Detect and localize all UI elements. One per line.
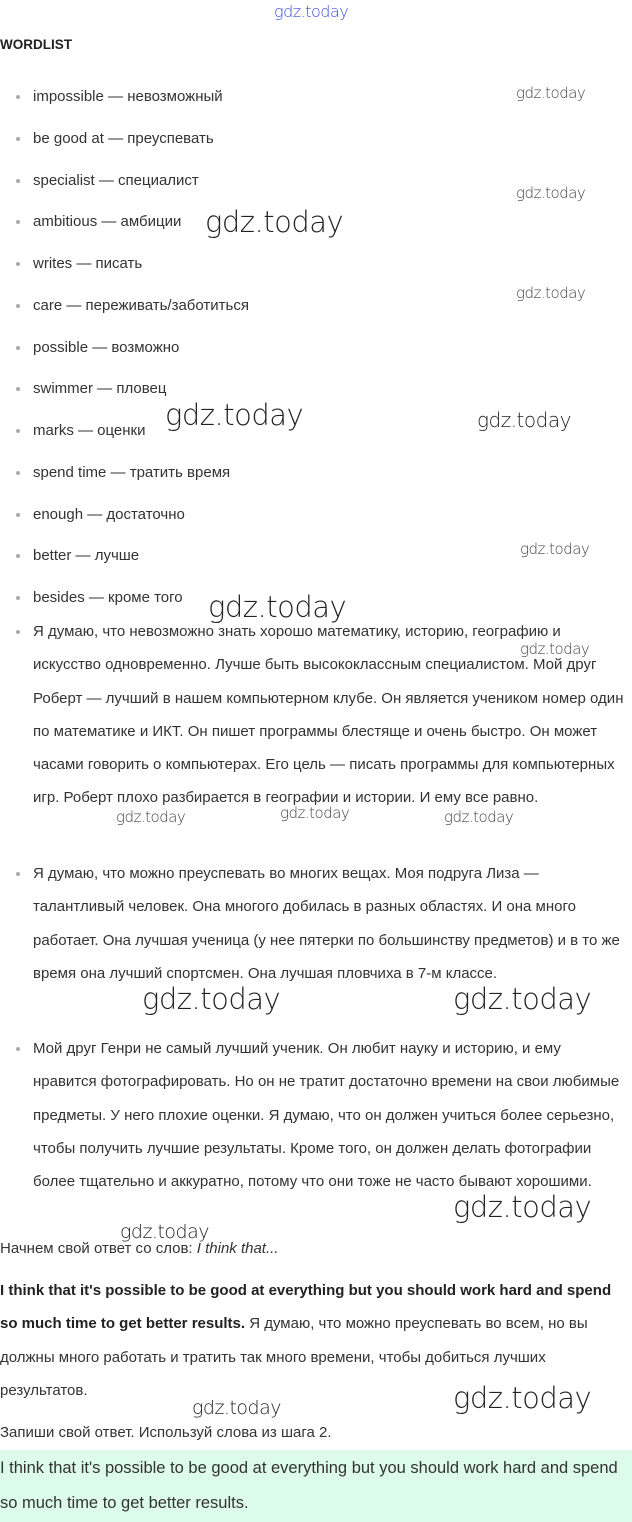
list-item: [0, 535, 249, 577]
bullet-icon: [16, 137, 20, 141]
write-prompt: Запиши свой ответ. Используй слова из шага 2.: [0, 1424, 332, 1441]
watermark: gdz.today: [116, 808, 186, 826]
list-item: [0, 160, 249, 202]
bullet-icon: [16, 513, 20, 517]
watermark: gdz.today: [453, 982, 592, 1016]
watermark: gdz.today: [453, 1190, 592, 1224]
word-entry: ambitious — амбиции: [33, 213, 182, 231]
bullet-icon: [16, 387, 20, 391]
bullet-icon: [16, 95, 20, 99]
watermark: gdz.today: [520, 640, 590, 658]
example-english: I think that it's possible to be good at everything but you should work hard and spend so much time to get better results.: [0, 1282, 612, 1333]
wordlist: [0, 76, 249, 619]
paragraph-text: Я думаю, что невозможно знать хорошо математику, историю, географию и искусство одновременно. Лучше быть высококлассным специалистом. Мой друг Роберт — лучший в нашем компьютерном клубе. Он является учеником номер один по математике и ИКТ. Он пишет программы блестяще и очень быстро. Он может часами говорить о компьютерах. Его цель — писать программы для компьютерных игр. Роберт плохо разбирается в географии и истории. И ему все равно.: [33, 623, 624, 807]
bullet-icon: [16, 554, 20, 558]
answer-box: [0, 1450, 632, 1522]
list-item: [0, 118, 249, 160]
watermark: gdz.today: [205, 205, 344, 239]
watermark: gdz.today: [280, 804, 350, 822]
bullet-icon: [16, 429, 20, 433]
watermark: gdz.today: [516, 284, 586, 302]
bullet-icon: [16, 1047, 20, 1051]
word-entry: enough — достаточно: [33, 505, 185, 523]
word-entry: impossible — невозможный: [33, 88, 223, 105]
word-entry: care — переживать/заботиться: [33, 296, 249, 314]
bullet-icon: [16, 872, 20, 876]
watermark: gdz.today: [453, 1381, 592, 1415]
list-item: [0, 327, 249, 369]
watermark: gdz.today: [208, 590, 347, 624]
paragraph-text: Я думаю, что можно преуспевать во многих вещах. Моя подруга Лиза — талантливый человек. Она многого добилась в разных областях. И она много работает. Она лучшая ученица (у нее пятерки по большинству предметов) и в то же время она лучший спортсмен. Она лучшая пловчиха в 7-м классе.: [33, 865, 620, 982]
word-entry: possible — возможно: [33, 338, 180, 356]
paragraph-item: [0, 1032, 632, 1198]
watermark: gdz.today: [142, 982, 281, 1016]
word-entry: better — лучше: [33, 547, 140, 565]
bullet-icon: [16, 630, 20, 634]
list-item: [0, 243, 249, 285]
watermark: gdz.today: [192, 1397, 281, 1419]
word-entry: specialist — специалист: [33, 171, 199, 189]
answer-text: I think that it's possible to be good at everything but you should work hard and spend so much time to get better results.: [0, 1459, 618, 1512]
paragraph-text: Мой друг Генри не самый лучший ученик. Он любит науку и историю, и ему нравится фотографировать. Но он не тратит достаточно времени на свои любимые предметы. У него плохие оценки. Я думаю, что он должен учиться более серьезно, чтобы получить лучшие результаты. Кроме того, он должен делать фотографии более тщательно и аккуратно, потому что они тоже не часто бывают хорошими.: [33, 1040, 620, 1191]
watermark: gdz.today: [516, 184, 586, 202]
word-entry: swimmer — пловец: [33, 380, 167, 398]
paragraph-list: [0, 857, 632, 990]
bullet-icon: [16, 179, 20, 183]
start-prompt-text: Начнем свой ответ со слов:: [0, 1240, 197, 1257]
list-item: [0, 494, 249, 536]
watermark: gdz.today: [165, 398, 304, 432]
word-entry: spend time — тратить время: [33, 463, 231, 481]
list-item: [0, 452, 249, 494]
watermark: gdz.today: [274, 2, 349, 21]
watermark: gdz.today: [520, 540, 590, 558]
watermark: gdz.today: [477, 408, 571, 432]
watermark: gdz.today: [516, 84, 586, 102]
bullet-icon: [16, 304, 20, 308]
list-item: [0, 285, 249, 327]
bullet-icon: [16, 262, 20, 266]
start-prompt-italic: I think that...: [196, 1240, 279, 1257]
list-item: [0, 76, 249, 118]
word-entry: writes — писать: [33, 255, 143, 272]
bullet-icon: [16, 346, 20, 350]
paragraph-list: [0, 1032, 632, 1198]
wordlist-heading: WORDLIST: [0, 37, 72, 52]
watermark: gdz.today: [444, 808, 514, 826]
bullet-icon: [16, 596, 20, 600]
bullet-icon: [16, 220, 20, 224]
word-entry: besides — кроме того: [33, 589, 183, 606]
bullet-icon: [16, 471, 20, 475]
paragraph-item: [0, 857, 632, 990]
start-prompt: [0, 1232, 620, 1265]
word-entry: be good at — преуспевать: [33, 129, 214, 147]
watermark: gdz.today: [120, 1221, 209, 1243]
example-translation: Я думаю, что можно преуспевать во всем, но вы должны много работать и тратить так много времени, чтобы добиться лучших результатов.: [0, 1315, 588, 1399]
word-entry: marks — оценки: [33, 422, 146, 439]
